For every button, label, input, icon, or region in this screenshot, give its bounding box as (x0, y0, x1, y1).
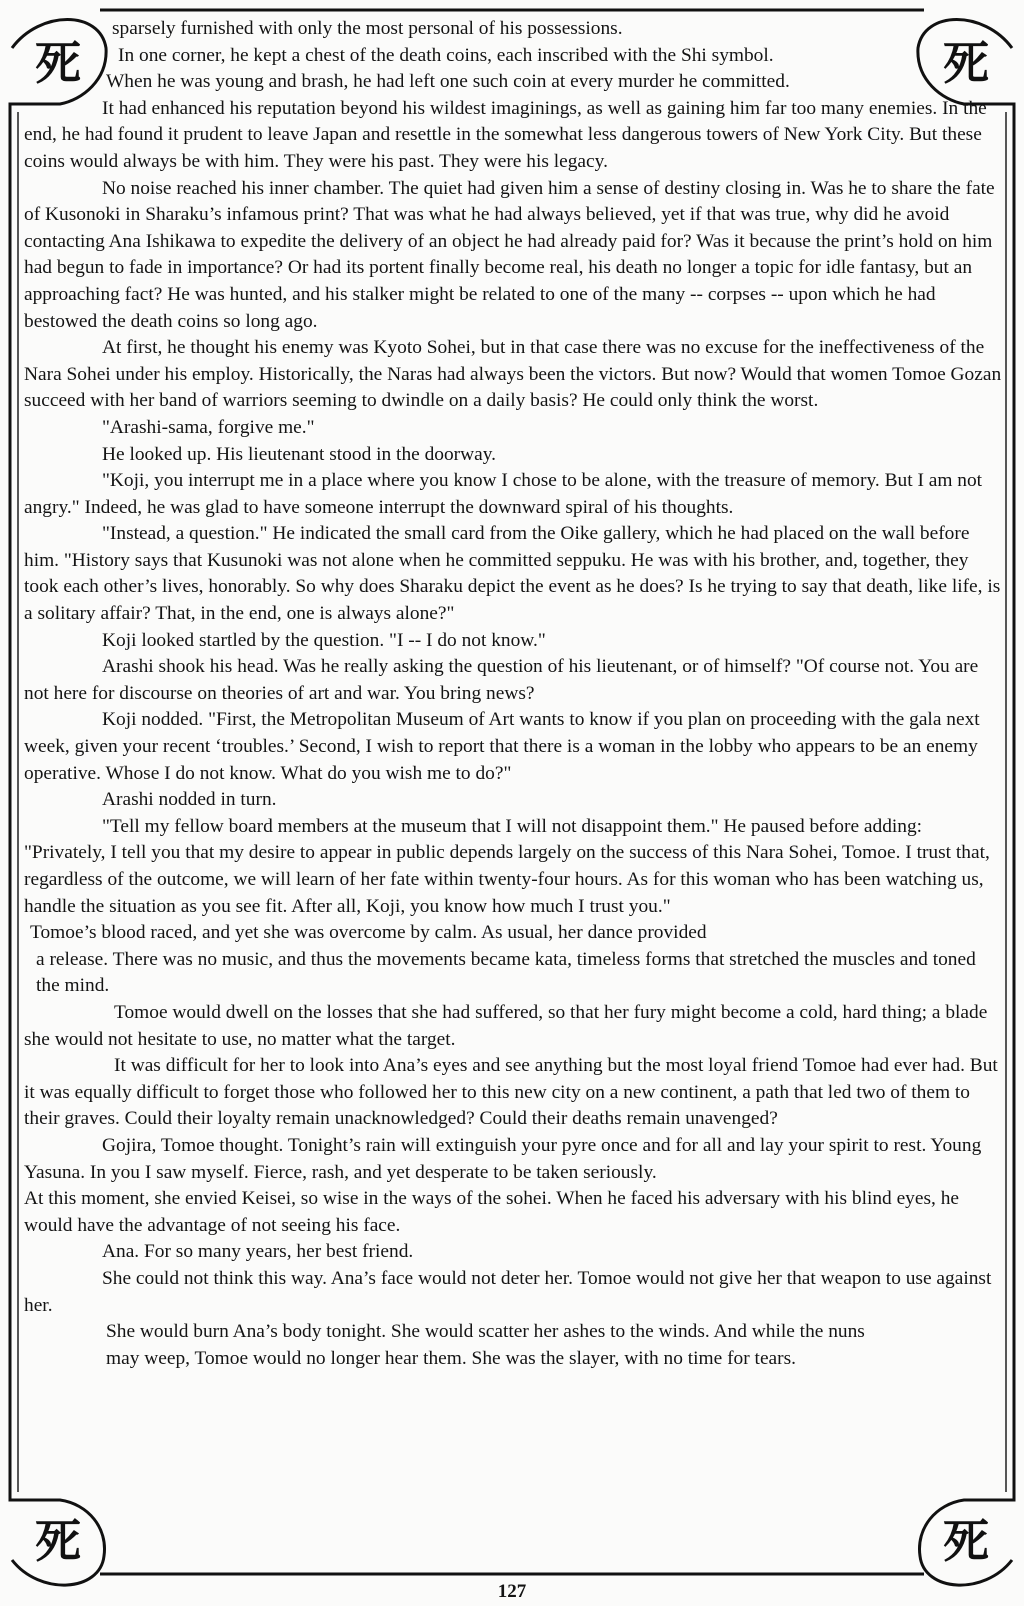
paragraph: Gojira, Tomoe thought. Tonight’s rain will extinguish your pyre once and for all and lay your spirit to rest. Young Yasuna. In you I saw myself. Fierce, rash, and yet desperate to be taken seriously. (24, 1134, 982, 1183)
page-number: 127 (497, 1581, 527, 1602)
paragraph: He looked up. His lieutenant stood in the doorway. (102, 443, 497, 465)
paragraph: At first, he thought his enemy was Kyoto Sohei, but in that case there was no excuse for the ineffectiveness of the Nara Sohei under his employ. Historically, the Naras had always been the victors. But now? Would that women Tomoe Gozan succeed with her band of warriors seeming to dwindle on a daily basis? He could only think the worst. (24, 337, 1002, 412)
paragraph: Koji nodded. "First, the Metropolitan Museum of Art wants to know if you plan on proceeding with the gala next week, given your recent ‘troubles.’ Second, I wish to report that there is a woman in the lobby who appears to be an enemy operative. Whose I do not know. What do you wish me to do?" (24, 709, 980, 784)
paragraph: She could not think this way. Ana’s face would not deter her. Tomoe would not give her that weapon to use against her. (24, 1267, 992, 1316)
paragraph: "Arashi-sama, forgive me." (102, 416, 315, 438)
paragraph: Ana. For so many years, her best friend. (102, 1241, 414, 1263)
paragraph: It had enhanced his reputation beyond his wildest imaginings, as well as gaining him far too many enemies. In the end, he had found it prudent to leave Japan and resettle in the somewhat less dangerous towers of New York City. But these coins would always be with him. They were his past. They were his legacy. (24, 97, 987, 172)
paragraph: "Instead, a question." He indicated the small card from the Oike gallery, which he had placed on the wall before him. "History says that Kusunoki was not alone when he committed seppuku. He was with his brother, and, together, they took each other’s lives, honorably. So why does Sharaku depict the event as he does? Is he trying to say that death, like life, is a solitary affair? That, in the end, one is always alone?" (24, 523, 1001, 625)
paragraph: "Tell my fellow board members at the museum that I will not disappoint them." He paused before adding: "Privately, I tell you that my desire to appear in public depends largely on the success of this Nara Sohei, Tomoe. I trust that, regardless of the outcome, we will learn of her fate within twenty-four hours. As for this woman who has been watching us, handle the situation as you see fit. After all, Koji, you know how much I trust you." (24, 815, 990, 917)
paragraph: Arashi shook his head. Was he really asking the question of his lieutenant, or of himself? "Of course not. You are not here for discourse on theories of art and war. You bring news? (24, 656, 979, 704)
paragraph: "Koji, you interrupt me in a place where you know I chose to be alone, with the treasure of memory. But I am not angry." Indeed, he was glad to have someone interrupt the downward spiral of his thoughts. (24, 470, 983, 518)
paragraph: No noise reached his inner chamber. The quiet had given him a sense of destiny closing in. Was he to share the fate of Kusonoki in Sharaku’s infamous print? That was what he had always believed, yet if that was true, why did he avoid contacting Ana Ishikawa to expedite the delivery of an object he had already paid for? Was it because the print’s hold on him had begun to fade in importance? Or had its portent finally become real, his death no longer a topic for idle fantasy, but an approaching fact? He was hunted, and his stalker might be related to one of the many -- corpses -- upon which he had bestowed the death coins so long ago. (24, 177, 995, 332)
paragraph: In one corner, he kept a chest of the death coins, each inscribed with the Shi symbol. (118, 44, 774, 66)
paragraph: a release. There was no music, and thus the movements became kata, timeless forms that stretched the muscles and toned the mind. (36, 948, 976, 997)
corner-glyph-bottom-left: 死 (35, 1514, 81, 1568)
paragraph: Tomoe would dwell on the losses that she had suffered, so that her fury might become a cold, hard thing; a blade she would not hesitate to use, no matter what the target. (24, 1001, 988, 1050)
paragraph: Tomoe’s blood raced, and yet she was overcome by calm. As usual, her dance provided (30, 922, 707, 944)
paragraph: When he was young and brash, he had left one such coin at every murder he committed. (106, 71, 790, 93)
paragraph: She would burn Ana’s body tonight. She would scatter her ashes to the winds. And while the nuns may weep, Tomoe would no longer hear them. She was the slayer, with no time for tears. (106, 1321, 865, 1369)
paragraph: Koji looked startled by the question. "I -- I do not know." (102, 629, 546, 651)
paragraph: sparsely furnished with only the most personal of his possessions. (112, 18, 623, 39)
story-text (24, 16, 1002, 1372)
paragraph: At this moment, she envied Keisei, so wise in the ways of the sohei. When he faced his adversary with his blind eyes, he would have the advantage of not seeing his face. (24, 1188, 960, 1236)
corner-glyph-bottom-right: 死 (943, 1514, 989, 1568)
corner-glyph-top-left: 死 (35, 36, 81, 90)
paragraph: It was difficult for her to look into Ana’s eyes and see anything but the most loyal friend Tomoe had ever had. But it was equally difficult to forget those who followed her to this new city on a new continent, a path that led two of them to their graves. Could their loyalty remain unacknowledged? Could their deaths remain unavenged? (24, 1055, 998, 1130)
paragraph: Arashi nodded in turn. (102, 789, 277, 811)
corner-glyph-top-right: 死 (943, 36, 989, 90)
